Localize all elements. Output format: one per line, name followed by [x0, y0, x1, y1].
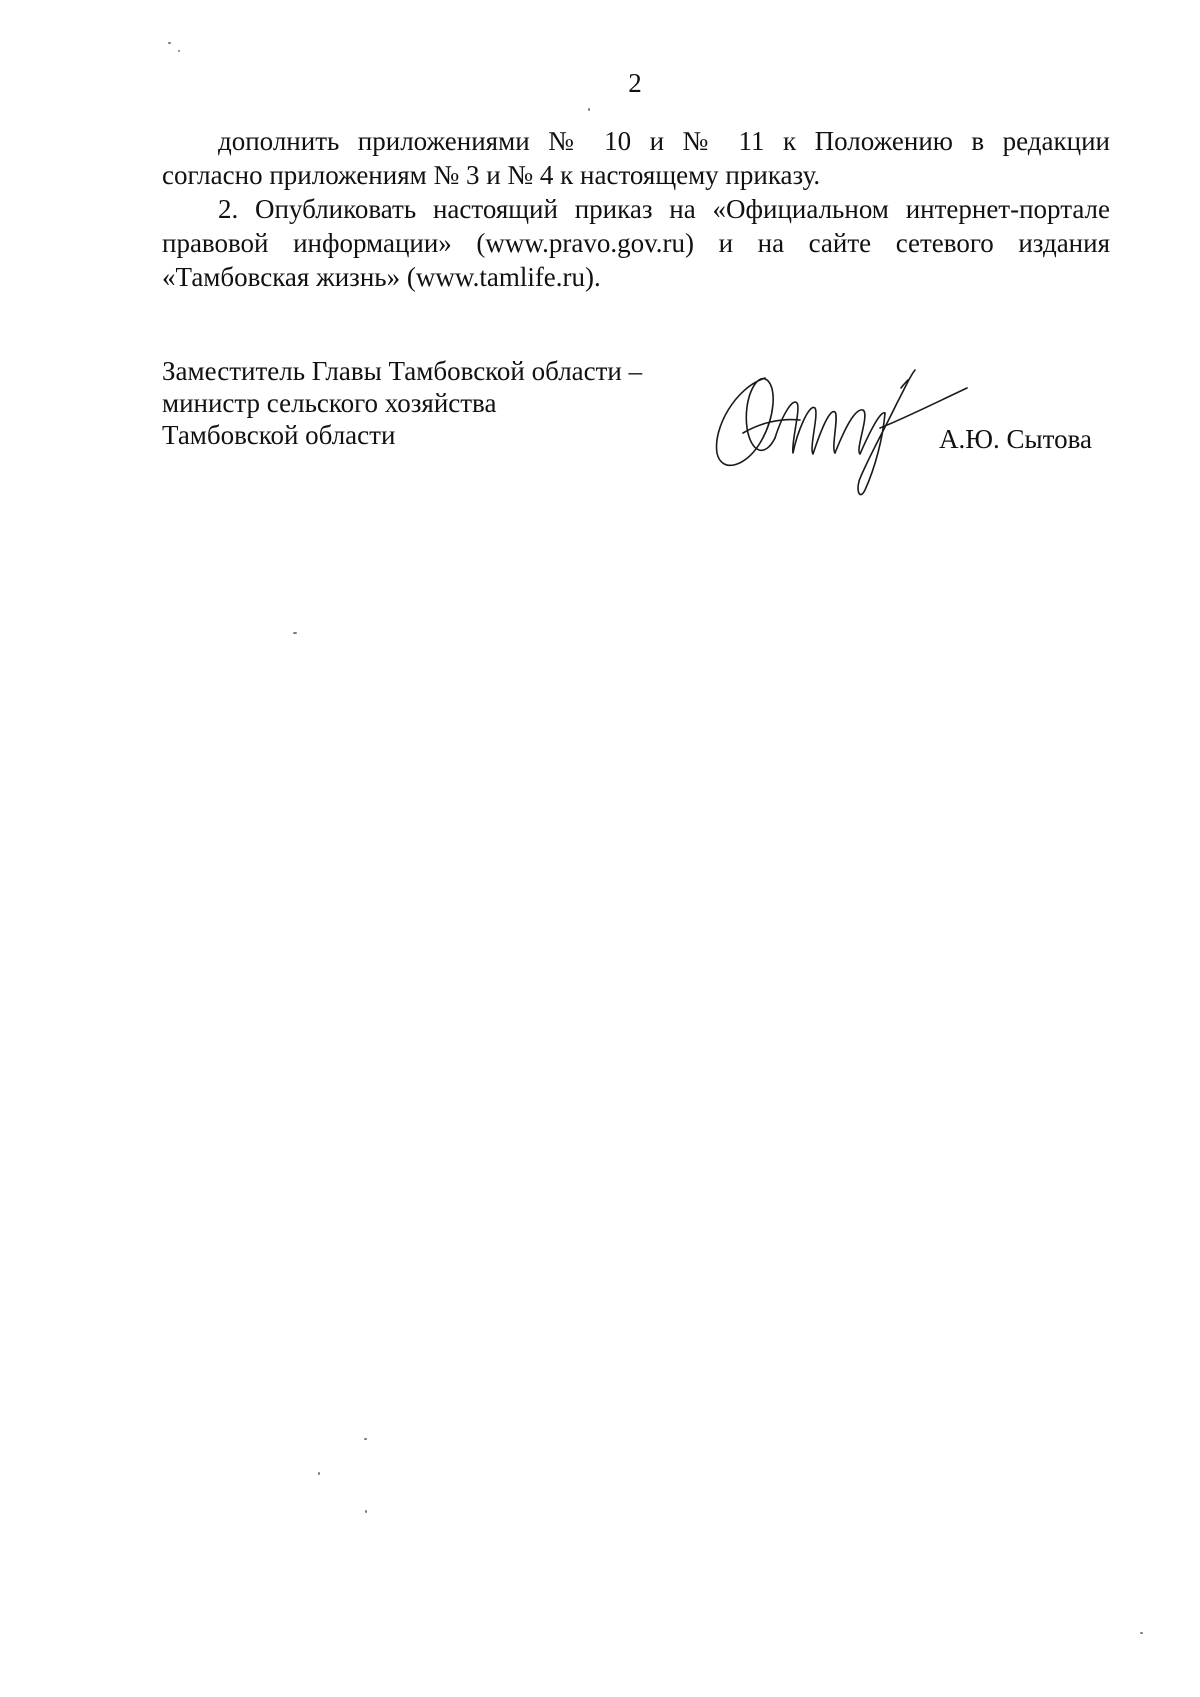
paragraph-2-line-3: «Тамбовская жизнь» (www.tamlife.ru). — [162, 262, 601, 292]
paragraph-1-line-1: дополнить приложениями № 10 и № 11 к Положению в редакции — [218, 126, 1110, 156]
signatory-title-line-1: Заместитель Главы Тамбовской области – — [162, 356, 643, 386]
signatory-title-line-2: министр сельского хозяйства — [162, 388, 497, 418]
signatory-title-line-3: Тамбовской области — [162, 420, 396, 450]
scan-speck — [178, 50, 180, 52]
scan-speck — [1140, 1632, 1143, 1634]
scan-speck — [364, 1438, 367, 1440]
signatory-title — [162, 355, 642, 451]
paragraph-2-line-2: правовой информации» (www.pravo.gov.ru) и на сайте сетевого издания — [162, 228, 1110, 258]
scan-speck — [168, 42, 171, 44]
scan-speck — [293, 632, 297, 634]
scan-speck — [365, 1510, 367, 1513]
paragraph-2-line-1: 2. Опубликовать настоящий приказ на «Официальном интернет-портале — [218, 194, 1110, 224]
scan-speck — [588, 108, 590, 111]
page-number: 2 — [628, 68, 642, 98]
signatory-name: А.Ю. Сытова — [939, 424, 1092, 454]
document-body — [162, 124, 1110, 294]
paragraph-1-line-2: согласно приложениям № 3 и № 4 к настоящему приказу. — [162, 160, 821, 190]
scan-speck — [318, 1472, 320, 1475]
